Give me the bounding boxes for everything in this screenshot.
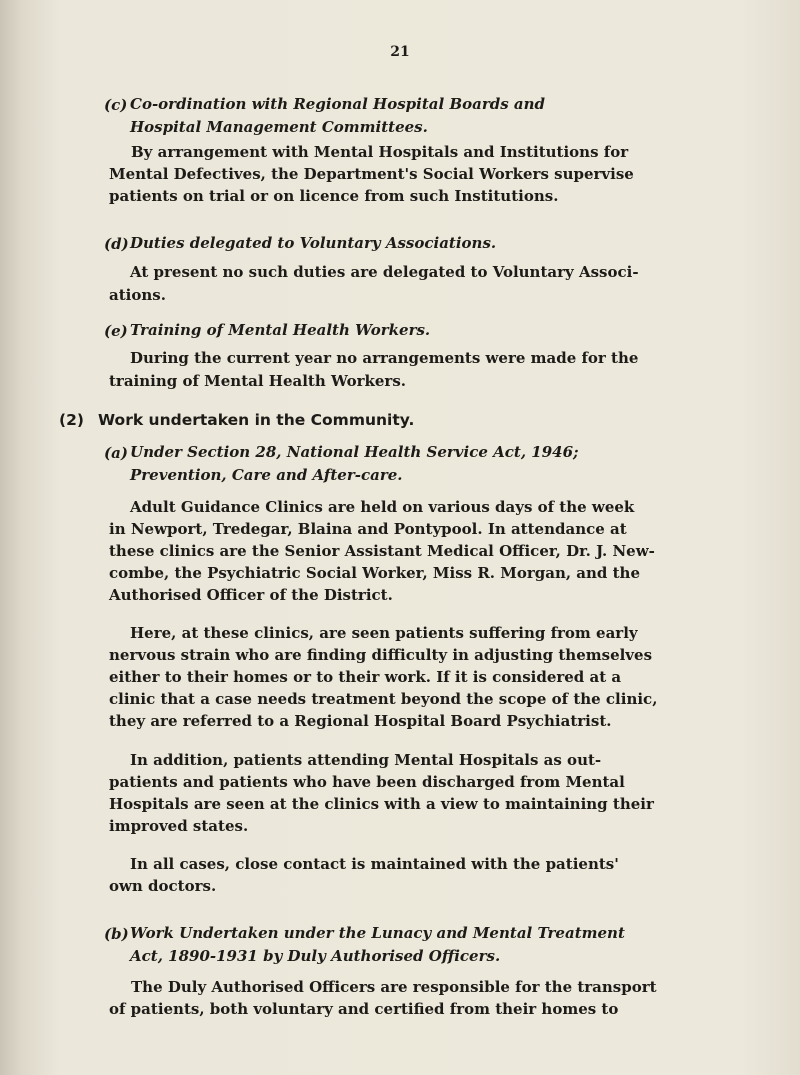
- section-2a-para2-line: nervous strain who are finding difficulty in adjusting themselves: [109, 646, 653, 664]
- section-2b-line: of patients, both voluntary and certified from their homes to: [109, 1000, 619, 1018]
- section-2a-para4-line: own doctors.: [109, 877, 217, 895]
- section-e-line: training of Mental Health Workers.: [109, 372, 406, 390]
- section-2a-para2-line: clinic that a case needs treatment beyond the scope of the clinic,: [109, 690, 658, 708]
- section-2a-para4-line: In all cases, close contact is maintained with the patients': [130, 855, 619, 873]
- section-2a-heading-line2: Prevention, Care and After-care.: [130, 466, 403, 484]
- section-2-title: Work undertaken in the Community.: [98, 411, 415, 429]
- section-e-heading: Training of Mental Health Workers.: [130, 321, 431, 339]
- section-2-label: (2): [59, 411, 84, 429]
- section-2a-para1-line: Adult Guidance Clinics are held on various days of the week: [130, 498, 635, 516]
- section-2a-para3-line: Hospitals are seen at the clinics with a view to maintaining their: [109, 795, 654, 813]
- section-2a-label: (a): [104, 444, 128, 462]
- section-d-heading: Duties delegated to Voluntary Associations.: [130, 234, 497, 252]
- section-2a-para1-line: Authorised Officer of the District.: [109, 586, 393, 604]
- section-e-line: During the current year no arrangements were made for the: [130, 349, 639, 367]
- section-2a-heading-line1: Under Section 28, National Health Service Act, 1946;: [130, 443, 579, 461]
- section-c-line: By arrangement with Mental Hospitals and Institutions for: [131, 143, 629, 161]
- section-d-line: At present no such duties are delegated to Voluntary Associ-: [130, 263, 639, 281]
- section-c-line: patients on trial or on licence from such Institutions.: [109, 187, 559, 205]
- section-2b-heading-line1: Work Undertaken under the Lunacy and Mental Treatment: [130, 924, 625, 942]
- section-2a-para3-line: patients and patients who have been discharged from Mental: [109, 773, 625, 791]
- section-2b-line: The Duly Authorised Officers are responsible for the transport: [131, 978, 657, 996]
- section-d-label: (d): [104, 235, 129, 253]
- section-2a-para2-line: Here, at these clinics, are seen patients suffering from early: [130, 624, 638, 642]
- section-c-line: Mental Defectives, the Department's Social Workers supervise: [109, 165, 634, 183]
- section-2a-para1-line: in Newport, Tredegar, Blaina and Pontypool. In attendance at: [109, 520, 627, 538]
- section-2b-heading-line2: Act, 1890-1931 by Duly Authorised Officers.: [130, 947, 501, 965]
- section-2a-para2-line: they are referred to a Regional Hospital Board Psychiatrist.: [109, 712, 612, 730]
- page-number: 21: [390, 44, 410, 60]
- section-d-line: ations.: [109, 286, 166, 304]
- section-2a-para3-line: In addition, patients attending Mental Hospitals as out-: [130, 751, 602, 769]
- section-c-heading-line2: Hospital Management Committees.: [130, 118, 428, 136]
- section-2a-para1-line: combe, the Psychiatric Social Worker, Miss R. Morgan, and the: [109, 564, 641, 582]
- section-2a-para1-line: these clinics are the Senior Assistant Medical Officer, Dr. J. New-: [109, 542, 655, 560]
- section-2b-label: (b): [104, 925, 129, 943]
- section-c-label: (c): [104, 96, 128, 114]
- section-2a-para2-line: either to their homes or to their work. If it is considered at a: [109, 668, 622, 686]
- section-2a-para3-line: improved states.: [109, 817, 249, 835]
- section-c-heading-line1: Co-ordination with Regional Hospital Boards and: [130, 95, 546, 113]
- section-e-label: (e): [104, 322, 128, 340]
